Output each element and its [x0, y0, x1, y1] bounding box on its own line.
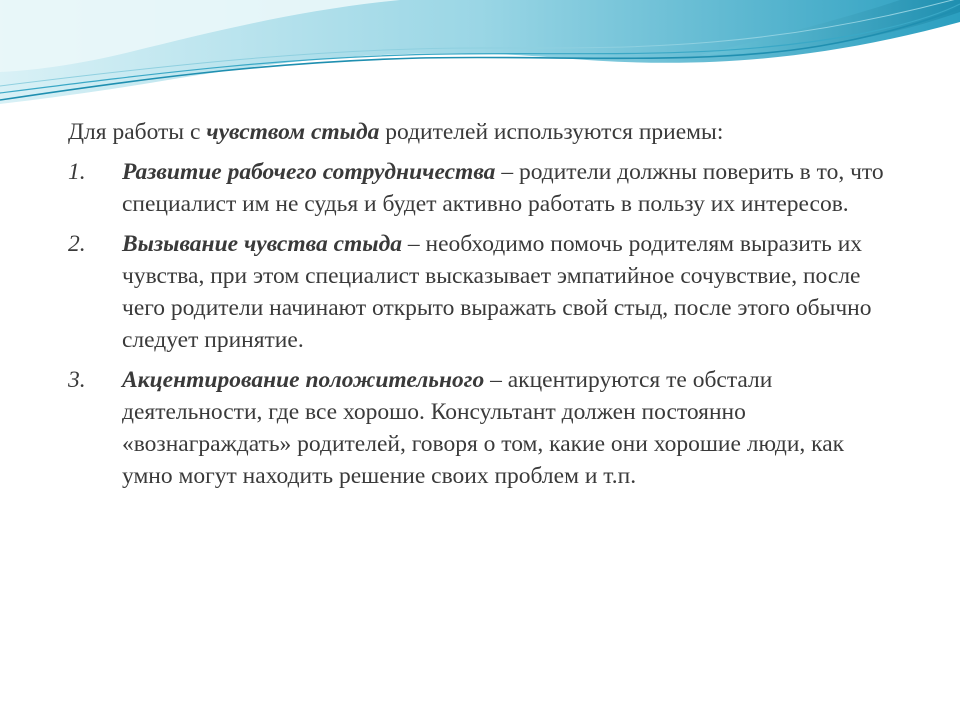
- list-item-text: – акцентируются те обстали деятельности, где все хорошо. Консультант должен постоянно «вознаграждать» родителей, говоря о том, какие они хорошие люди, как умно могут находить решение своих проблем и т.п.: [122, 367, 845, 489]
- list-item-term: Вызывание чувства стыда: [122, 231, 403, 257]
- techniques-list: [68, 156, 898, 492]
- slide-content: [68, 116, 898, 500]
- list-item: [68, 228, 898, 356]
- intro-text-after: родителей используются приемы:: [379, 119, 724, 145]
- list-item-term: Акцентирование положительного: [122, 367, 485, 393]
- list-item-number: 1.: [68, 159, 86, 185]
- intro-paragraph: [68, 116, 898, 148]
- list-item-number: 2.: [68, 231, 86, 257]
- list-item-number: 3.: [68, 367, 86, 393]
- intro-text-before: Для работы с: [68, 119, 207, 145]
- decorative-wave-header: [0, 0, 960, 120]
- list-item-term: Развитие рабочего сотрудничества: [122, 159, 496, 185]
- list-item: [68, 364, 898, 492]
- intro-emphasis: чувством стыда: [206, 119, 380, 145]
- list-item-text: – родители должны поверить в то, что специалист им не судья и будет активно работать в пользу их интересов.: [122, 159, 884, 217]
- list-item: [68, 156, 898, 220]
- list-item-text: – необходимо помочь родителям выразить их чувства, при этом специалист высказывает эмпатийное сочувствие, после чего родители начинают открыто выражать свой стыд, после этого обычно следует принятие.: [122, 231, 872, 353]
